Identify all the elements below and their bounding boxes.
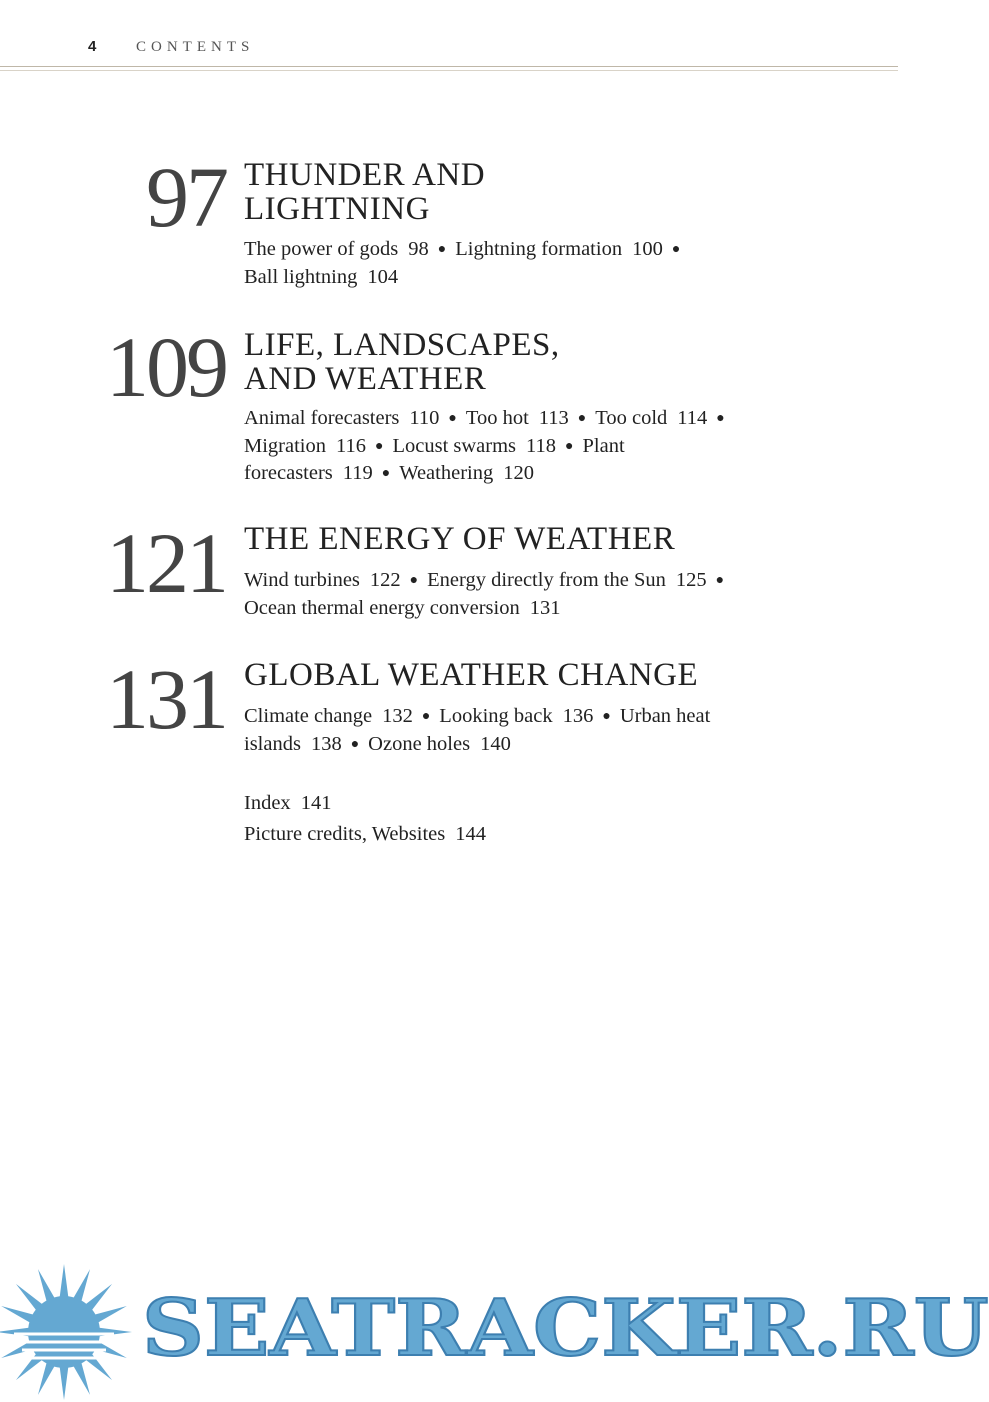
topic-entry[interactable]: Plant xyxy=(582,434,625,457)
topic-entry[interactable]: Ocean thermal energy conversion 131 xyxy=(244,596,561,619)
section-title[interactable]: THE ENERGY OF WEATHER xyxy=(244,521,676,557)
topic-entry[interactable]: islands 138 xyxy=(244,732,342,755)
section-topics xyxy=(244,567,804,621)
topic-entry[interactable]: Too cold 114 xyxy=(595,407,708,429)
topic-line xyxy=(244,567,804,595)
topic-entry[interactable]: Locust swarms 118 xyxy=(392,434,557,457)
bullet-separator: ● xyxy=(565,438,574,454)
topic-line xyxy=(244,460,804,488)
section-title[interactable]: LIFE, LANDSCAPES, AND WEATHER xyxy=(244,327,560,397)
topic-line xyxy=(244,703,804,731)
topic-line xyxy=(244,236,804,264)
topic-line xyxy=(244,264,804,291)
topic-entry[interactable]: Animal forecasters 110 xyxy=(244,407,440,429)
section-title[interactable]: GLOBAL WEATHER CHANGE xyxy=(244,657,699,693)
sun-logo-icon xyxy=(0,1262,134,1402)
topic-entry[interactable]: The power of gods 98 xyxy=(244,238,429,260)
topic-entry[interactable]: Urban heat xyxy=(619,705,711,727)
topic-entry[interactable]: Ball lightning 104 xyxy=(244,265,399,288)
page-header xyxy=(0,0,898,70)
topic-entry[interactable]: Ozone holes 140 xyxy=(368,732,511,755)
section-number: 131 xyxy=(106,651,226,747)
topic-entry[interactable]: Migration 116 xyxy=(244,434,366,457)
section-number: 97 xyxy=(146,149,226,245)
topic-entry[interactable]: Too hot 113 xyxy=(465,407,569,429)
topic-entry[interactable]: Lightning formation 100 xyxy=(455,238,663,260)
topic-line xyxy=(244,433,804,461)
bullet-separator: ● xyxy=(671,242,681,257)
bullet-separator: ● xyxy=(375,438,384,454)
section-number: 109 xyxy=(106,319,226,415)
section-topics xyxy=(244,405,804,488)
section-title[interactable]: THUNDER AND LIGHTNING xyxy=(244,157,486,227)
bullet-separator: ● xyxy=(350,736,360,752)
topic-line xyxy=(244,731,804,759)
topic-entry[interactable]: Looking back 136 xyxy=(439,705,594,727)
section-topics xyxy=(244,236,804,290)
credits-entry[interactable]: Picture credits, Websites 144 xyxy=(244,823,486,845)
header-rule xyxy=(0,66,898,67)
topic-entry[interactable]: Weathering 120 xyxy=(399,462,534,484)
bullet-separator: ● xyxy=(602,709,611,724)
back-matter xyxy=(244,788,486,850)
topic-line xyxy=(244,405,804,433)
topic-entry[interactable]: Energy directly from the Sun 125 xyxy=(427,569,707,591)
header-rule-secondary xyxy=(0,70,898,71)
bullet-separator: ● xyxy=(381,466,391,481)
section-topics xyxy=(244,703,804,758)
topic-entry[interactable]: forecasters 119 xyxy=(244,462,373,484)
watermark xyxy=(0,1262,989,1402)
bullet-separator: ● xyxy=(715,573,725,588)
topic-entry[interactable]: Wind turbines 122 xyxy=(244,569,401,591)
topic-entry[interactable]: Climate change 132 xyxy=(244,705,413,727)
index-entry[interactable]: Index 141 xyxy=(244,792,332,814)
page-number: 4 xyxy=(88,38,97,55)
topic-line xyxy=(244,595,804,622)
bullet-separator: ● xyxy=(716,411,725,426)
bullet-separator: ● xyxy=(409,573,419,588)
running-head: CONTENTS xyxy=(136,39,255,55)
watermark-text: SEATRACKER.RU xyxy=(142,1283,989,1374)
bullet-separator: ● xyxy=(448,411,457,426)
section-number: 121 xyxy=(106,515,226,611)
bullet-separator: ● xyxy=(437,242,447,257)
bullet-separator: ● xyxy=(577,411,587,426)
bullet-separator: ● xyxy=(421,709,431,724)
